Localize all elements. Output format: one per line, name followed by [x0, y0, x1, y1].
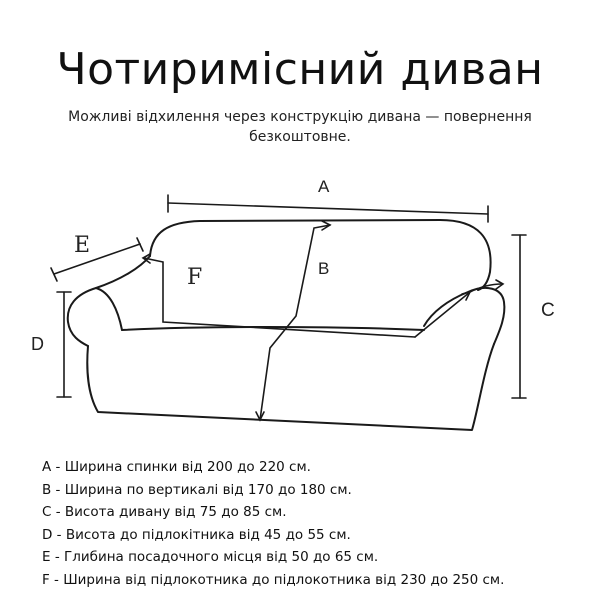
legend-item-c: C - Висота дивану від 75 до 85 см. — [42, 504, 287, 521]
dimension-b-path — [260, 225, 330, 420]
dimension-e-line — [54, 244, 140, 274]
page-title: Чотиримісний диван — [56, 44, 544, 95]
legend-item-b: B - Ширина по вертикалі від 170 до 180 см. — [42, 481, 352, 498]
label-a: A — [318, 177, 330, 196]
dimension-e-tick-left — [51, 268, 57, 281]
sofa-front-outline — [87, 344, 494, 430]
page-subtitle: Можливі відхилення через конструкцію дивана — повернення безкоштовне. — [68, 109, 532, 145]
dimension-a-line — [168, 203, 488, 214]
legend-item-d: D - Висота до підлокітника від 45 до 55 см. — [42, 526, 351, 543]
sofa-left-arm-outline — [68, 256, 150, 346]
label-b: B — [318, 259, 330, 278]
dimension-f-path — [144, 258, 415, 337]
legend-item-a: A - Ширина спинки від 200 до 220 см. — [42, 459, 311, 475]
label-c: C — [541, 300, 555, 321]
dimension-right-arm-arrow — [415, 284, 502, 337]
sofa-left-arm-inner — [96, 288, 122, 330]
legend-item-e: E - Глибина посадочного місця від 50 до 65 см. — [42, 549, 379, 566]
label-e: E — [74, 233, 91, 258]
label-f: F — [187, 265, 203, 290]
legend-item-f: F - Ширина від підлокотника до підлокотника від 230 до 250 см. — [42, 571, 505, 588]
dimension-legend — [42, 456, 582, 592]
label-d: D — [31, 334, 44, 354]
